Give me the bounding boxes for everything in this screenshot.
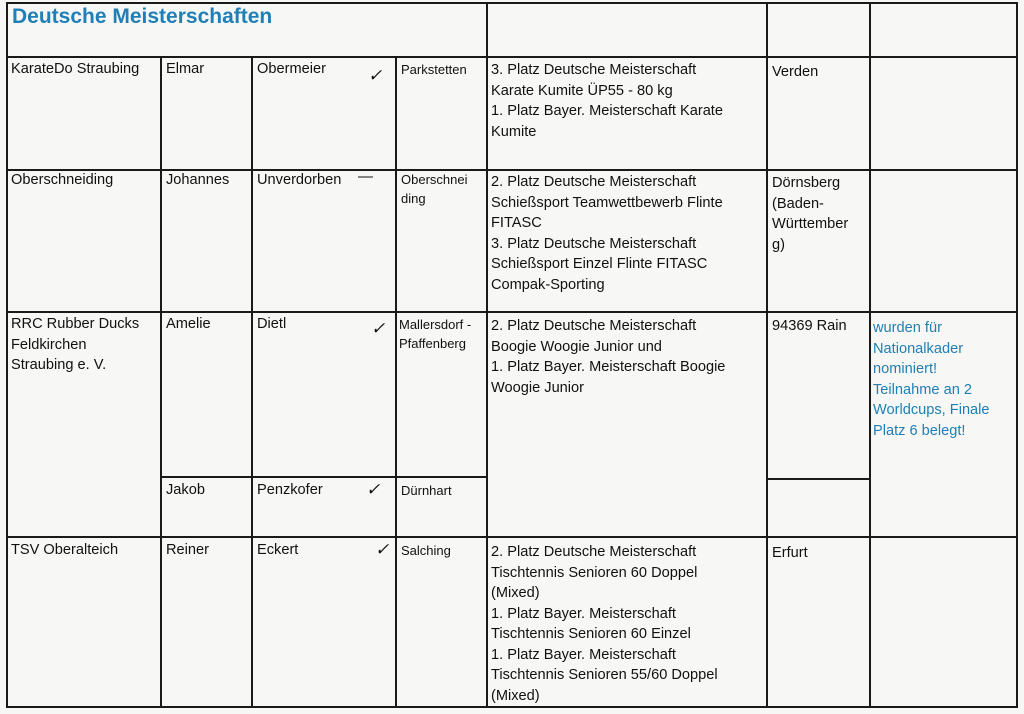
location-cell: 94369 Rain: [772, 318, 847, 334]
row-divider: [6, 56, 1018, 58]
town-cell: Salching: [401, 543, 451, 558]
column-divider: [486, 2, 488, 708]
last-name-cell: Unverdorben: [257, 172, 342, 188]
row-divider-partial: [766, 478, 870, 480]
checkmark-icon: ✓: [371, 319, 386, 338]
dash-mark-icon: —: [358, 168, 373, 185]
nomination-note: wurden für Nationalkader nominiert! Teilnahme an 2 Worldcups, Finale Platz 6 belegt!: [873, 320, 990, 439]
club-cell: Oberschneiding: [11, 172, 114, 188]
column-divider: [395, 56, 397, 708]
last-name-cell: Obermeier: [257, 61, 326, 77]
first-name-cell: Jakob: [166, 482, 205, 498]
row-divider: [6, 536, 1018, 538]
result-cell: 2. Platz Deutsche Meisterschaft Tischtennis Senioren 60 Doppel (Mixed) 1. Platz Bayer. Meisterschaft Tischtennis Senioren 60 Einzel 1. Platz Bayer. Meisterschaft Tischtennis Senioren 55/60 Doppel (Mixed): [491, 544, 718, 704]
row-divider-partial: [160, 476, 488, 478]
table-border-top: [6, 2, 1018, 4]
club-cell: TSV Oberalteich: [11, 542, 119, 558]
table-border-right: [1016, 2, 1018, 708]
town-cell: Mallersdorf - Pfaffenberg: [399, 317, 472, 351]
town-cell: Oberschnei ding: [401, 172, 468, 206]
first-name-cell: Johannes: [166, 172, 230, 188]
location-cell: Dörnsberg (Baden- Württember g): [772, 175, 849, 253]
column-divider: [251, 56, 253, 708]
column-divider: [160, 56, 162, 708]
row-divider: [6, 311, 1018, 313]
checkmark-icon: ✓: [375, 540, 390, 559]
checkmark-icon: ✓: [368, 66, 383, 85]
location-cell: Verden: [772, 64, 819, 80]
first-name-cell: Amelie: [166, 316, 211, 332]
last-name-cell: Eckert: [257, 542, 299, 558]
last-name-cell: Dietl: [257, 316, 287, 332]
club-cell: KarateDo Straubing: [11, 61, 140, 77]
result-cell: 2. Platz Deutsche Meisterschaft Boogie Woogie Junior und 1. Platz Bayer. Meisterschaft Boogie Woogie Junior: [491, 318, 726, 396]
result-cell: 2. Platz Deutsche Meisterschaft Schießsport Teamwettbewerb Flinte FITASC 3. Platz Deutsche Meisterschaft Schießsport Einzel Flinte FITASC Compak-Sporting: [491, 174, 723, 293]
checkmark-icon: ✓: [366, 480, 381, 499]
table-border-left: [6, 2, 8, 708]
column-divider: [766, 2, 768, 708]
town-cell: Parkstetten: [401, 62, 467, 77]
result-cell: 3. Platz Deutsche Meisterschaft Karate Kumite ÜP55 - 80 kg 1. Platz Bayer. Meisterschaft Karate Kumite: [491, 62, 723, 140]
club-cell: RRC Rubber Ducks Feldkirchen Straubing e. V.: [11, 316, 140, 373]
location-cell: Erfurt: [772, 545, 808, 561]
first-name-cell: Reiner: [166, 542, 209, 558]
page-title: Deutsche Meisterschaften: [12, 5, 273, 28]
first-name-cell: Elmar: [166, 61, 205, 77]
table-border-bottom: [6, 706, 1018, 708]
column-divider: [869, 2, 871, 708]
town-cell: Dürnhart: [401, 483, 452, 498]
last-name-cell: Penzkofer: [257, 482, 323, 498]
